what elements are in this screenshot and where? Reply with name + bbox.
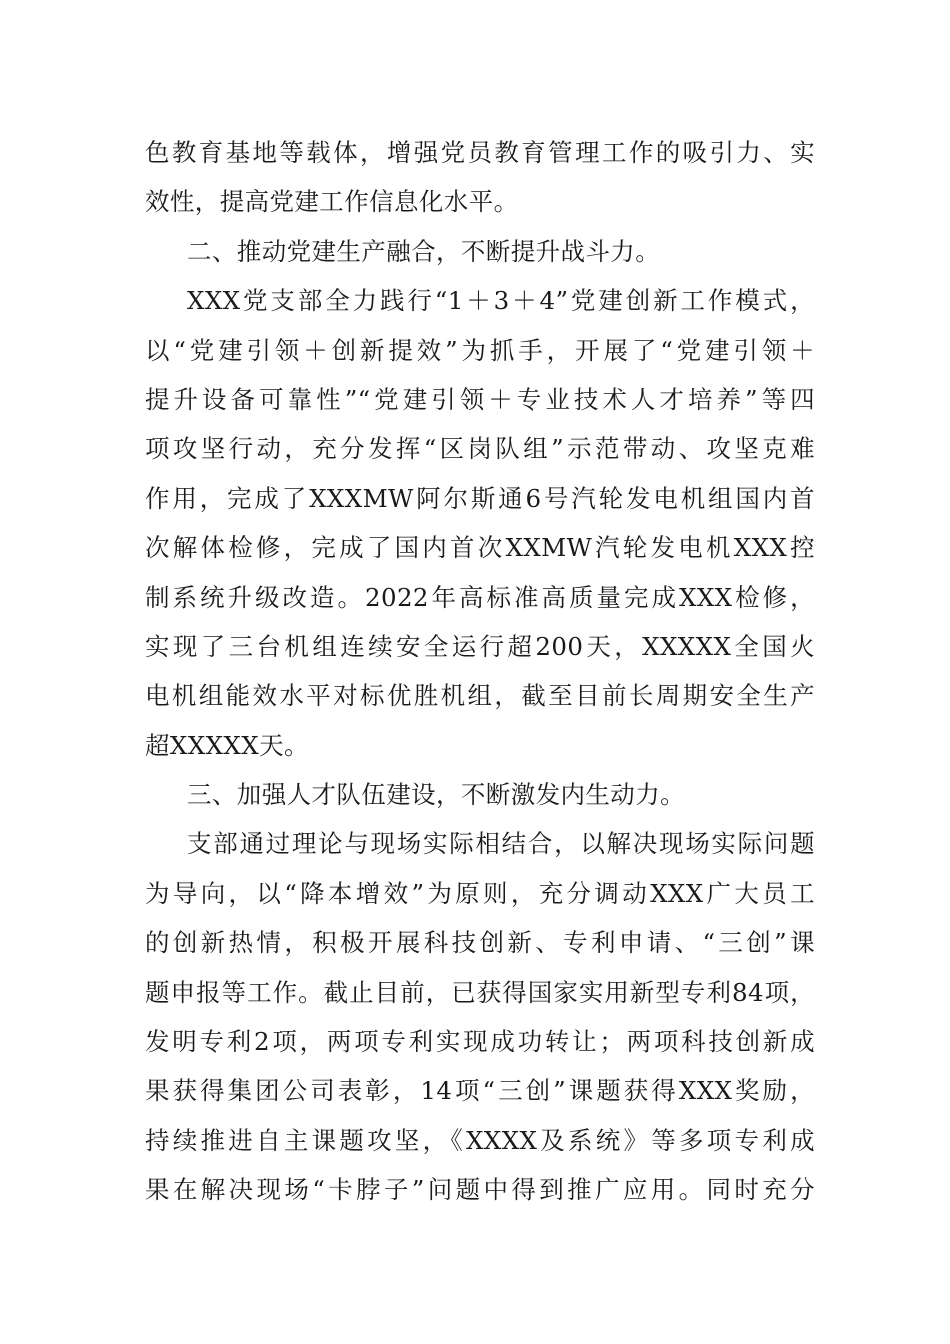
text-line-16: 为导向，以“降本增效”为原则，充分调动XXX广大员工 [145,878,815,908]
section-heading-2: 二、推动党建生产融合，不断提升战斗力。 [187,236,661,266]
text-line-20: 果获得集团公司表彰，14项“三创”课题获得XXX奖励， [145,1076,815,1106]
text-line-19: 发明专利2项，两项专利实现成功转让；两项科技创新成 [145,1027,815,1057]
text-line-8: 作用，完成了XXXMW阿尔斯通6号汽轮发电机组国内首 [145,483,815,513]
text-line-22: 果在解决现场“卡脖子”问题中得到推广应用。同时充分 [145,1175,815,1205]
text-line-2: 效性，提高党建工作信息化水平。 [145,187,519,217]
text-line-10: 制系统升级改造。2022年高标准高质量完成XXX检修， [145,582,815,612]
text-line-18: 题申报等工作。截止目前，已获得国家实用新型专利84项， [145,977,815,1007]
text-line-13: 超XXXXX天。 [145,730,309,760]
text-line-17: 的创新热情，积极开展科技创新、专利申请、“三创”课 [145,928,815,958]
text-line-4: XXX党支部全力践行“1＋3＋4”党建创新工作模式， [187,286,815,316]
text-line-1: 色教育基地等载体，增强党员教育管理工作的吸引力、实 [145,138,815,167]
text-line-15: 支部通过理论与现场实际相结合，以解决现场实际问题 [187,829,815,859]
body-text [145,128,815,1215]
text-line-12: 电机组能效水平对标优胜机组，截至目前长周期安全生产 [145,681,815,711]
text-line-6: 提升设备可靠性”“党建引领＋专业技术人才培养”等四 [145,384,815,414]
text-line-7: 项攻坚行动，充分发挥“区岗队组”示范带动、攻坚克难 [145,434,815,464]
section-heading-3: 三、加强人才队伍建设，不断激发内生动力。 [187,780,685,810]
text-line-11: 实现了三台机组连续安全运行超200天，XXXXX全国火 [145,631,815,661]
text-line-21: 持续推进自主课题攻坚，《XXXX及系统》等多项专利成 [145,1125,815,1155]
text-line-9: 次解体检修，完成了国内首次XXMW汽轮发电机XXX控 [145,533,815,563]
text-line-5: 以“党建引领＋创新提效”为抓手，开展了“党建引领＋ [145,335,815,365]
